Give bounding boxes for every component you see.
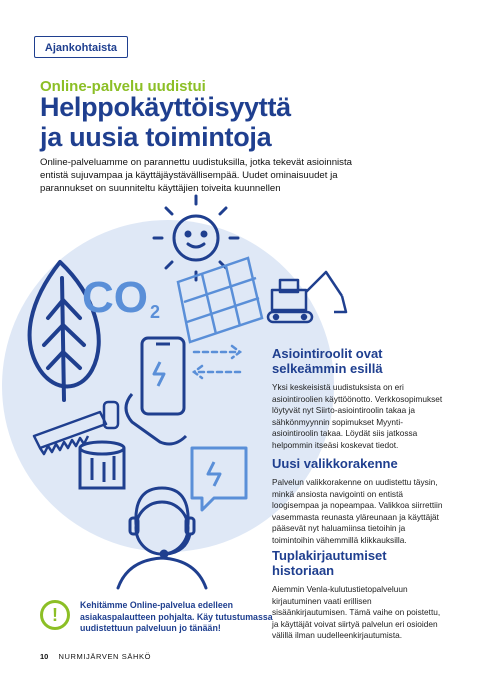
section-heading [272, 346, 444, 376]
section-heading-line: Uusi valikkorakenne [272, 456, 398, 471]
section-body: Aiemmin Venla-kulutustietopalveluun kirjautuminen vaati erillisen sisäänkirjautumisen. Tämä vaihe on poistettu, ja käyttäjät voivat siirtyä palvelun eri osioiden välillä ilman uudelleenkirjautumista. [272, 584, 441, 641]
section-heading-line: Asiointiroolit ovat [272, 346, 383, 361]
section-heading-line: Tuplakirjautumiset [272, 548, 387, 563]
section-login [272, 548, 444, 642]
title-line-2: ja uusia toimintoja [40, 122, 272, 152]
kicker: Online-palvelu uudistui [40, 78, 206, 95]
page-number: 10 [40, 652, 49, 661]
section-body: Yksi keskeisistä uudistuksista on eri asiointiroolien käyttöönotto. Verkkosopimukset löytyvät nyt Siirto-asiointiroolin takaa ja sähkönmyynnin sopimukset Myynti-asiointiroolin takaa. Löydät siis jatkossa helpommin itseäsi koskevat tiedot. [272, 382, 443, 450]
page-footer [40, 652, 151, 661]
section-heading [272, 456, 444, 471]
intro-paragraph: Online-palveluamme on parannettu uudistuksilla, jotka tekevät asioinnista entistä sujuvampaa ja käyttäjäystävällisempää. Uudet ominaisuudet ja parannukset on suunniteltu käyttäjien toiveita kuunnellen [40, 157, 352, 194]
section-heading-line: historiaan [272, 563, 335, 578]
section-menu [272, 456, 444, 547]
page-title [40, 92, 291, 152]
section-heading-line: selkeämmin esillä [272, 361, 383, 376]
section-heading [272, 548, 444, 578]
tip-box [40, 598, 273, 633]
section-roles [272, 346, 444, 452]
exclamation-icon: ! [40, 600, 70, 630]
section-tag: Ajankohtaista [34, 36, 128, 58]
co2-text: CO [82, 273, 148, 322]
section-body: Palvelun valikkorakenne on uudistettu täysin, minkä ansiosta navigointi on entistä loogisempaa ja nopeampaa. Valikkoa siirrettiin vasemmasta reunasta yläreunaan ja käyttäjät pääsevät nyt haluamiinsa tietoihin ja toimintoihin vähemmillä klikkauksilla. [272, 477, 443, 545]
publisher-name: NURMIJÄRVEN SÄHKÖ [58, 652, 152, 661]
co2-subscript: 2 [150, 302, 161, 322]
title-line-1: Helppokäyttöisyyttä [40, 92, 291, 122]
tip-text: Kehitämme Online-palvelua edelleen asiakaspalautteen pohjalta. Käy tutustumassa uudistettuun palveluun jo tänään! [80, 600, 273, 633]
